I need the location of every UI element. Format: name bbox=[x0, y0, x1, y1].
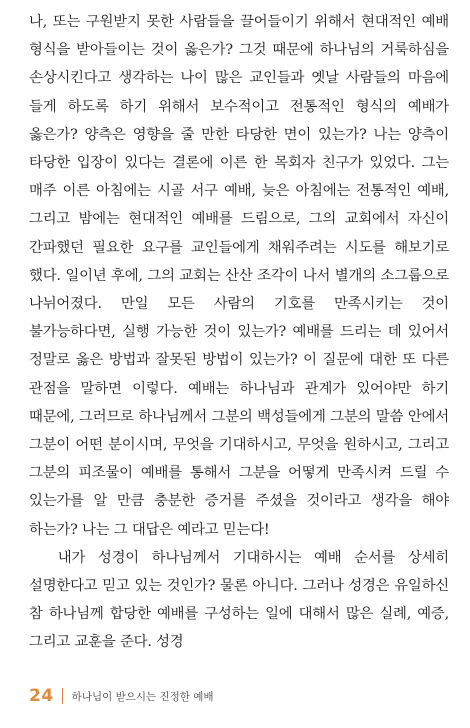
body-text bbox=[29, 8, 449, 657]
paragraph-1: 나, 또는 구원받지 못한 사람들을 끌어들이기 위해서 현대적인 예배 형식을 받아들이는 것이 옳은가? 그것 때문에 하나님의 거룩하심을 손상시킨다고 생각하는 나이 많은 교인들과 옛날 사람들의 마음에 들게 하도록 하기 위해서 보수적이고 전통적인 형식의 예배가 옳은가? 양측은 영향을 줄 만한 타당한 면이 있는가? 나는 양측이 타당한 입장이 있다는 결론에 이른 한 목회자 친구가 있었다. 그는 매주 이른 아침에는 시골 서구 예배, 늦은 아침에는 전통적인 예배, 그리고 밤에는 현대적인 예배를 드림으로, 그의 교회에서 자신이 간파했던 필요한 요구를 교인들에게 채워주려는 시도를 해보기로 했다. 일이년 후에, 그의 교회는 산산 조각이 나서 별개의 소그룹으로 나뉘어졌다. 만일 모든 사람의 기호를 만족시키는 것이 불가능하다면, 실행 가능한 것이 있는가? 예배를 드리는 데 있어서 정말로 옳은 방법과 잘못된 방법이 있는가? 이 질문에 대한 또 다른 관점을 말하면 이렇다. 예배는 하나님과 관계가 있어야만 하기 때문에, 그러므로 하나님께서 그분의 백성들에게 그분의 말씀 안에서 그분이 어떤 분이시며, 무엇을 기대하시고, 무엇을 원하시고, 그리고 그분의 피조물이 예배를 통해서 그분을 어떻게 만족시켜 드릴 수 있는가를 알 만큼 충분한 증거를 주셨을 것이라고 생각을 해야 하는가? 나는 그 대답은 예라고 믿는다! bbox=[29, 14, 449, 538]
running-title: 하나님이 받으시는 진정한 예배 bbox=[71, 690, 214, 703]
page-number: 24 bbox=[29, 686, 54, 706]
footer-divider bbox=[62, 688, 63, 704]
paragraph-2: 내가 성경이 하나님께서 기대하시는 예배 순서를 상세히 설명한다고 믿고 있는 것인가? 물론 아니다. 그러나 성경은 유일하신 참 하나님께 합당한 예배를 구성하는 일에 대해서 많은 실례, 예증, 그리고 교훈을 준다. 성경 bbox=[29, 549, 449, 651]
page-footer bbox=[29, 686, 214, 706]
